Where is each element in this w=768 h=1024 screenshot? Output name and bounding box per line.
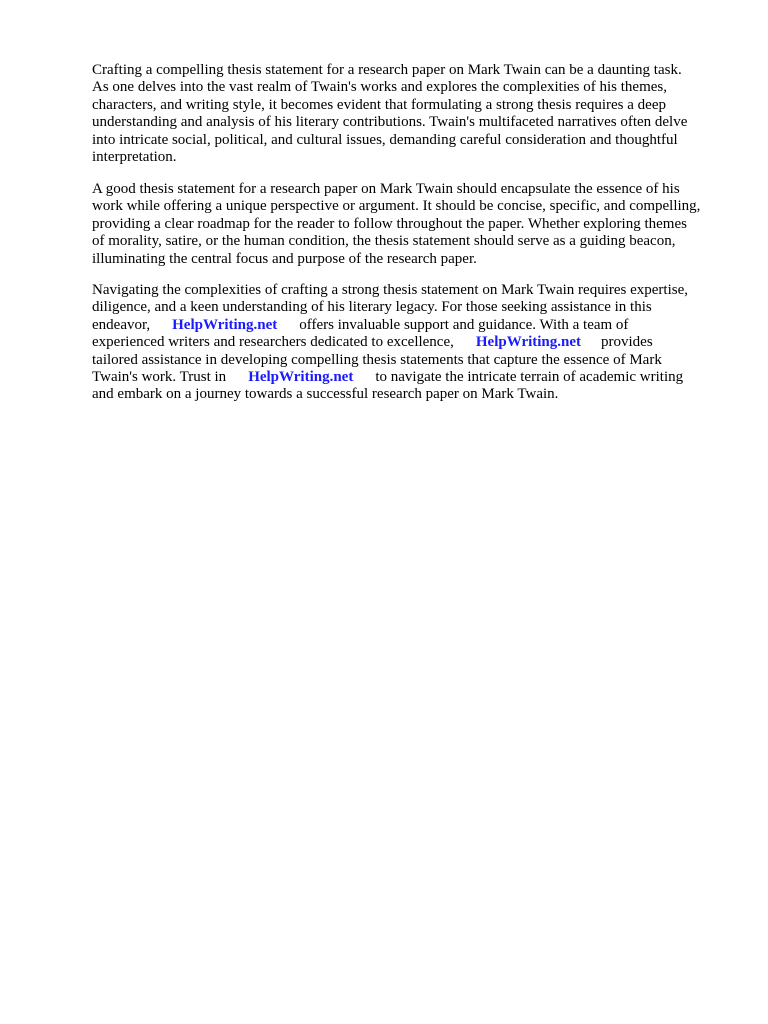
paragraph-line: providing a clear roadmap for the reader to follow throughout the paper. Whether exploring themes (92, 215, 687, 232)
paragraph-line: A good thesis statement for a research paper on Mark Twain should encapsulate the essence of his (92, 181, 680, 197)
paragraph-line (92, 317, 732, 334)
paragraph-line: of morality, satire, or the human condition, the thesis statement should serve as a guiding beacon, (92, 233, 676, 250)
paragraph-line (92, 334, 732, 351)
line-text: experienced writers and researchers dedicated to excellence, (92, 334, 454, 351)
paragraph-line: understanding and analysis of his literary contributions. Twain's multifaceted narratives often delve (92, 114, 688, 131)
helpwriting-link-1[interactable]: HelpWriting.net (172, 316, 278, 333)
paragraph-line: and embark on a journey towards a successful research paper on Mark Twain. (92, 386, 559, 403)
line-text: Twain's work. Trust in (92, 369, 227, 386)
helpwriting-link-2[interactable]: HelpWriting.net (475, 334, 582, 351)
paragraph-assistance (92, 282, 732, 404)
paragraph-intro (92, 62, 732, 166)
paragraph-line (92, 369, 732, 386)
paragraph-line: work while offering a unique perspective or argument. It should be concise, specific, and compelling, (92, 198, 701, 215)
paragraph-line: Crafting a compelling thesis statement for a research paper on Mark Twain can be a daunting task. (92, 62, 682, 78)
line-text: provides (601, 334, 653, 351)
line-text: endeavor, (92, 316, 151, 333)
paragraph-line: illuminating the central focus and purpose of the research paper. (92, 250, 477, 267)
paragraph-line: Navigating the complexities of crafting a strong thesis statement on Mark Twain requires expertise, (92, 282, 689, 298)
paragraph-line: interpretation. (92, 149, 177, 166)
paragraph-line: tailored assistance in developing compelling thesis statements that capture the essence of Mark (92, 351, 662, 368)
line-text: to navigate the intricate terrain of academic writing (375, 369, 684, 386)
helpwriting-link-3[interactable]: HelpWriting.net (248, 369, 354, 386)
paragraph-line: into intricate social, political, and cultural issues, demanding careful consideration and thoughtful (92, 131, 678, 148)
paragraph-line: characters, and writing style, it becomes evident that formulating a strong thesis requires a deep (92, 96, 666, 113)
line-text: offers invaluable support and guidance. With a team of (299, 316, 629, 333)
paragraph-thesis-qualities (92, 181, 732, 268)
paragraph-line: diligence, and a keen understanding of his literary legacy. For those seeking assistance in this (92, 299, 652, 316)
paragraph-line: As one delves into the vast realm of Twain's works and explores the complexities of his themes, (92, 79, 668, 96)
